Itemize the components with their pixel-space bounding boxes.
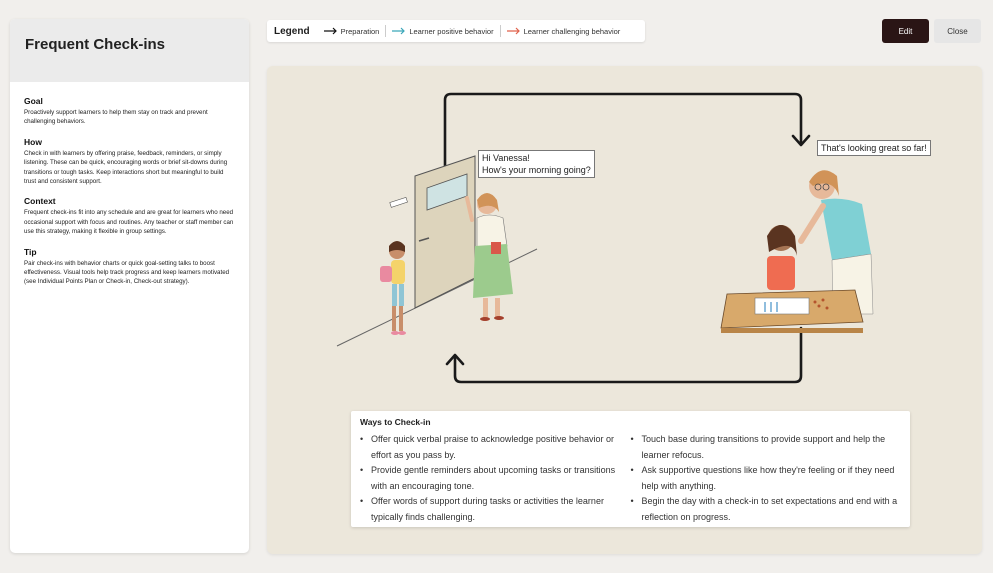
section-text: Proactively support learners to help them stay on track and prevent challenging behaviors.	[24, 109, 208, 126]
section-heading: Goal	[24, 96, 43, 106]
speech-bubble-right: That's looking great so far!	[817, 140, 931, 156]
ways-left-column	[360, 432, 631, 525]
section-how	[24, 137, 235, 187]
legend-label: Preparation	[340, 26, 380, 36]
list-item: • Provide gentle reminders about upcoming tasks or transitions with an encouraging tone.	[360, 463, 631, 494]
section-heading: How	[24, 136, 42, 147]
section-heading: Tip	[24, 246, 37, 257]
section-text: Pair check-ins with behavior charts or quick goal-setting talks to boost effectiveness. Visual tools help track progress and keep learners motivated (see Individual Points Plan or Check-in, Check-out strategy).	[24, 259, 230, 286]
list-item: • Ask supportive questions like how they're feeling or if they need help with anything.	[631, 463, 902, 494]
section-text: Check in with learners by offering praise, feedback, reminders, or simply listening. These can be quick, encouraging words or brief sit-downs during transitions or tough tasks. Keep interactions short but meaningful to build trust and consistent support.	[24, 149, 228, 186]
speech-line: How's your morning going?	[482, 165, 591, 175]
divider	[500, 25, 501, 37]
list-item: • Offer quick verbal praise to acknowledge positive behavior or effort as you pass by.	[360, 432, 631, 463]
section-heading: Context	[24, 196, 56, 207]
speech-line: Hi Vanessa!	[482, 153, 530, 163]
ways-to-check-in	[351, 411, 910, 527]
sidebar	[10, 19, 249, 553]
legend-item-positive	[392, 27, 493, 36]
legend-title: Legend	[274, 25, 310, 37]
sidebar-header	[10, 19, 249, 82]
list-item: • Offer words of support during tasks or activities the learner typically finds challenging.	[360, 494, 631, 525]
section-text: Frequent check-ins fit into any schedule and are great for learners who need occasional support with focus and routines. Any teacher or staff member can use this strategy, making it flexible in group settings.	[24, 209, 234, 236]
learner-child-right	[765, 225, 799, 292]
learner-child-left	[380, 241, 406, 335]
section-context	[24, 196, 235, 236]
legend-item-preparation	[324, 27, 380, 36]
speech-bubble-left	[478, 150, 595, 178]
sidebar-body	[10, 82, 249, 287]
close-button[interactable]: Close	[934, 19, 981, 43]
list-item: • Begin the day with a check-in to set expectations and end with a reflection on progress.	[631, 494, 902, 525]
ways-title: Ways to Check-in	[360, 417, 431, 427]
arrow-right-icon	[324, 27, 338, 35]
desk	[721, 290, 863, 333]
ways-right-column	[631, 432, 902, 525]
legend-item-challenging	[507, 27, 621, 36]
page-title: Frequent Check-ins	[25, 36, 166, 53]
section-tip	[24, 247, 235, 287]
legend	[267, 20, 645, 42]
section-goal	[24, 96, 235, 127]
arrow-right-icon	[392, 27, 406, 35]
arrow-right-icon	[507, 27, 521, 35]
legend-label: Learner challenging behavior	[523, 26, 621, 36]
list-item: • Touch base during transitions to provide support and help the learner refocus.	[631, 432, 902, 463]
edit-button[interactable]: Edit	[882, 19, 929, 43]
legend-label: Learner positive behavior	[409, 26, 494, 36]
divider	[385, 25, 386, 37]
